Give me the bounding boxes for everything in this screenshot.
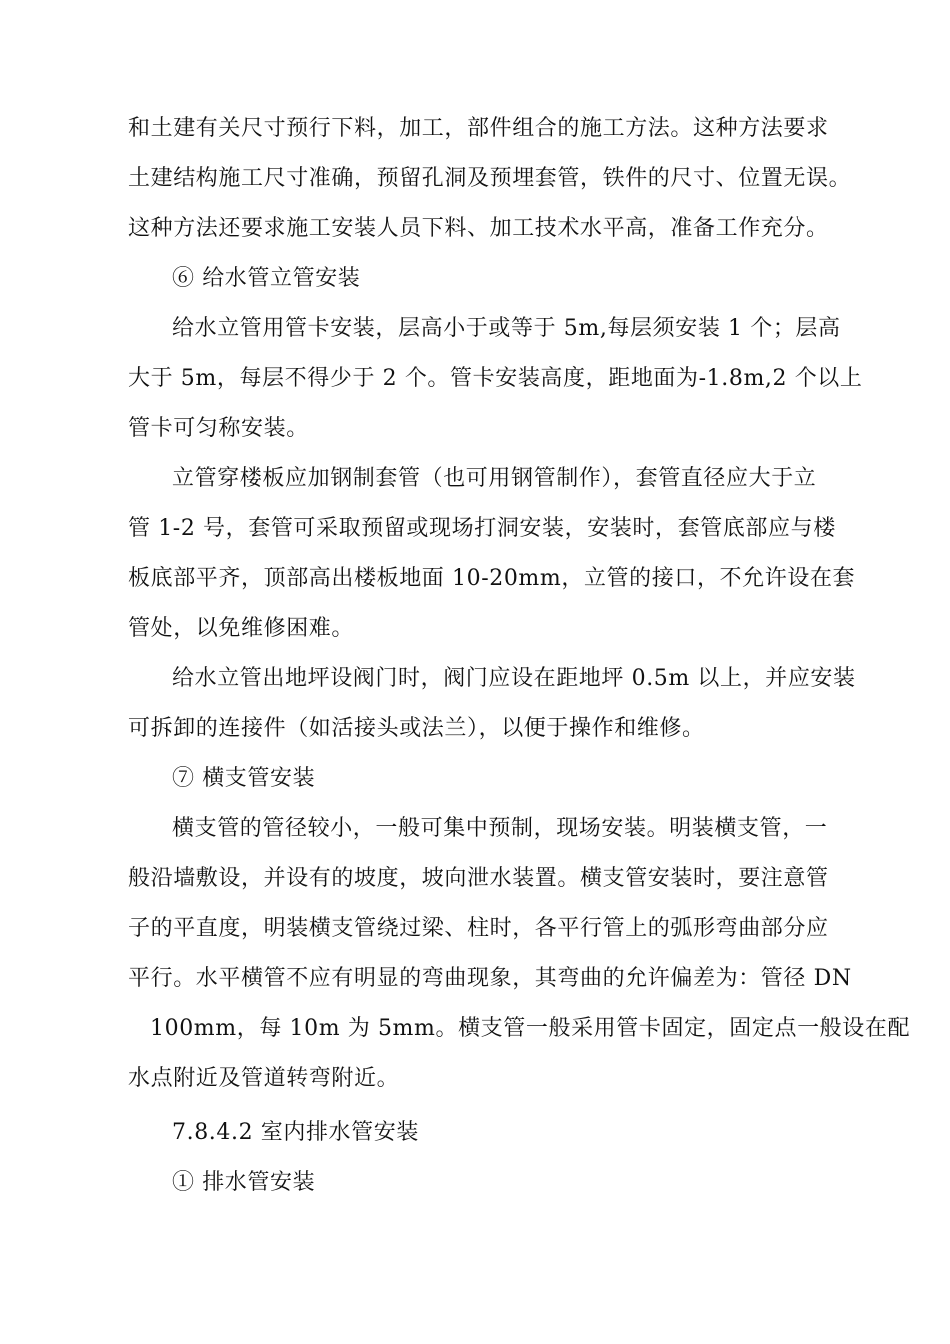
section-heading: ① 排水管安装 bbox=[172, 1170, 316, 1195]
paragraph-line: 大于 5m，每层不得少于 2 个。管卡安装高度，距地面为-1.8m,2 个以上 bbox=[128, 366, 863, 391]
paragraph-line: 般沿墙敷设，并设有的坡度，坡向泄水装置。横支管安装时，要注意管 bbox=[128, 866, 829, 891]
paragraph-line: 管 1-2 号，套管可采取预留或现场打洞安装，安装时，套管底部应与楼 bbox=[128, 516, 836, 541]
paragraph-line: 土建结构施工尺寸准确，预留孔洞及预埋套管，铁件的尺寸、位置无误。 bbox=[128, 166, 852, 191]
paragraph-line: 板底部平齐，顶部高出楼板地面 10-20mm，立管的接口，不允许设在套 bbox=[128, 566, 856, 591]
paragraph-line: 水点附近及管道转弯附近。 bbox=[128, 1066, 400, 1091]
paragraph-line: 平行。水平横管不应有明显的弯曲现象，其弯曲的允许偏差为：管径 DN bbox=[128, 966, 852, 991]
paragraph-line: 给水立管出地坪设阀门时，阀门应设在距地坪 0.5m 以上，并应安装 bbox=[172, 666, 856, 691]
paragraph-line: 100mm，每 10m 为 5mm。横支管一般采用管卡固定，固定点一般设在配 bbox=[150, 1016, 911, 1041]
paragraph-line: 给水立管用管卡安装，层高小于或等于 5m,每层须安装 1 个；层高 bbox=[172, 316, 841, 341]
paragraph-line: 子的平直度，明装横支管绕过梁、柱时，各平行管上的弧形弯曲部分应 bbox=[128, 916, 829, 941]
paragraph-line: 和土建有关尺寸预行下料，加工，部件组合的施工方法。这种方法要求 bbox=[128, 116, 829, 141]
paragraph-line: 管卡可匀称安装。 bbox=[128, 416, 309, 441]
paragraph-line: 这种方法还要求施工安装人员下料、加工技术水平高，准备工作充分。 bbox=[128, 216, 829, 241]
subsection-heading: 7.8.4.2 室内排水管安装 bbox=[172, 1120, 419, 1145]
paragraph-line: 横支管的管径较小，一般可集中预制，现场安装。明装横支管，一 bbox=[172, 816, 828, 841]
paragraph-line: 管处，以免维修困难。 bbox=[128, 616, 355, 641]
section-heading: ⑥ 给水管立管安装 bbox=[172, 266, 361, 291]
paragraph-line: 立管穿楼板应加钢制套管（也可用钢管制作），套管直径应大于立 bbox=[172, 466, 817, 491]
section-heading: ⑦ 横支管安装 bbox=[172, 766, 316, 791]
paragraph-line: 可拆卸的连接件（如活接头或法兰），以便于操作和维修。 bbox=[128, 716, 705, 741]
